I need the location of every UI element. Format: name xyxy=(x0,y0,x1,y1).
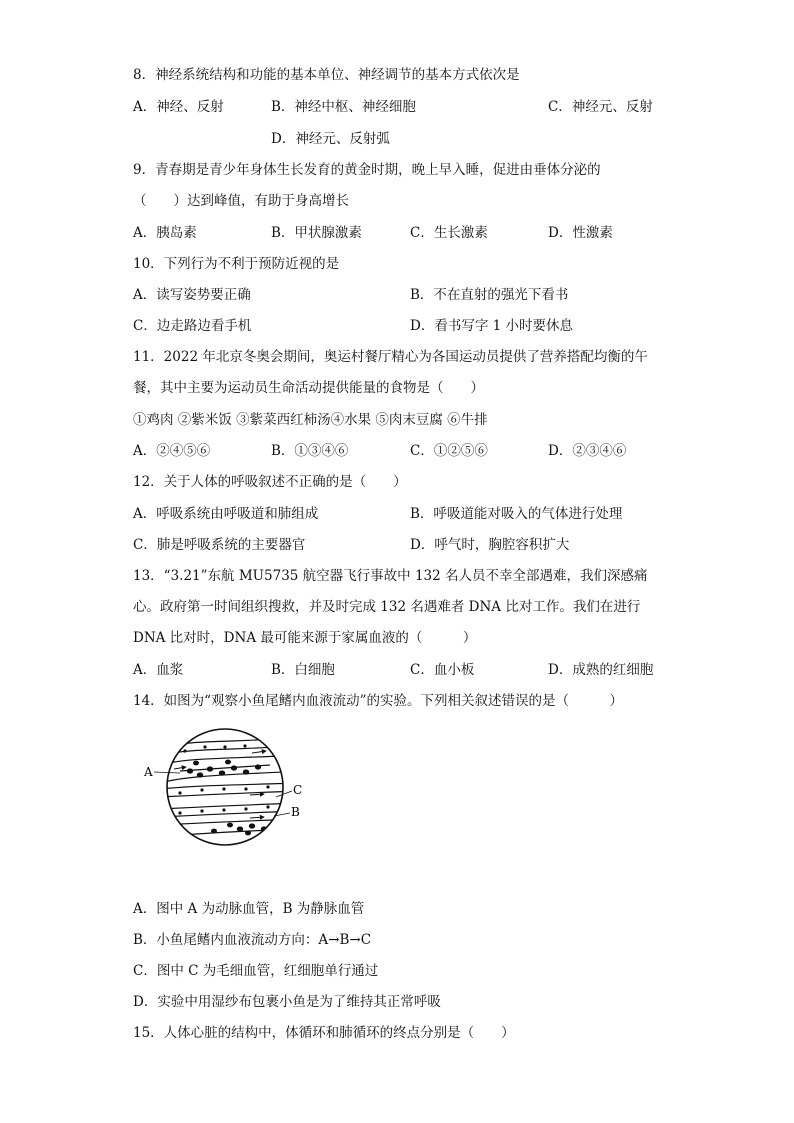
q14-option-d: D．实验中用湿纱布包裹小鱼是为了维持其正常呼吸 xyxy=(133,994,441,1010)
q11-option-b: B．①③④⑥ xyxy=(271,443,349,459)
figure-label-b: B xyxy=(291,805,300,819)
q10-option-d: D．看书写字 1 小时要休息 xyxy=(410,318,573,334)
q8-option-a: A．神经、反射 xyxy=(133,99,224,115)
question-11-stem: 11．2022 年北京冬奥会期间，奥运村餐厅精心为各国运动员提供了营养搭配均衡的午 xyxy=(133,349,648,365)
question-13-stem-cont-2: DNA 比对时，DNA 最可能来源于家属血液的（ ） xyxy=(133,630,477,646)
question-8-stem: 8．神经系统结构和功能的基本单位、神经调节的基本方式依次是 xyxy=(133,67,520,83)
q8-option-b: B．神经中枢、神经细胞 xyxy=(271,99,416,115)
question-13-stem-cont-1: 心。政府第一时间组织搜救，并及时完成 132 名遇难者 DNA 比对工作。我们在进行 xyxy=(133,599,641,615)
q12-option-d: D．呼气时，胸腔容积扩大 xyxy=(410,537,570,553)
question-11-stem-cont: 餐，其中主要为运动员生命活动提供能量的食物是（ ） xyxy=(133,380,484,396)
q13-option-b: B．白细胞 xyxy=(271,662,335,678)
question-9-stem-cont: （ ）达到峰值，有助于身高增长 xyxy=(133,193,349,209)
question-13-stem: 13．“3.21”东航 MU5735 航空器飞行事故中 132 名人员不幸全部遇难，我们深感痛 xyxy=(133,568,648,584)
q12-option-b: B．呼吸道能对吸入的气体进行处理 xyxy=(410,506,623,522)
q10-option-c: C．边走路边看手机 xyxy=(133,318,252,334)
question-14-stem: 14．如图为“观察小鱼尾鳍内血液流动”的实验。下列相关叙述错误的是（ ） xyxy=(133,693,623,709)
q13-option-d: D．成熟的红细胞 xyxy=(548,662,654,678)
question-10-stem: 10．下列行为不利于预防近视的是 xyxy=(133,256,340,272)
q9-option-b: B．甲状腺激素 xyxy=(271,225,362,241)
q9-option-d: D．性激素 xyxy=(548,225,613,241)
q9-option-c: C．生长激素 xyxy=(410,225,488,241)
q14-option-a: A．图中 A 为动脉血管，B 为静脉血管 xyxy=(133,901,365,917)
question-15-stem: 15．人体心脏的结构中，体循环和肺循环的终点分别是（ ） xyxy=(133,1025,515,1041)
figure-label-c: C xyxy=(293,783,303,797)
q11-option-a: A．②④⑤⑥ xyxy=(133,443,211,459)
q13-option-c: C．血小板 xyxy=(410,662,475,678)
q12-option-a: A．呼吸系统由呼吸道和肺组成 xyxy=(133,506,319,522)
question-9-stem: 9．青春期是青少年身体生长发育的黄金时期，晚上早入睡，促进由垂体分泌的 xyxy=(133,162,601,178)
question-11-food-list: ①鸡肉 ②紫米饭 ③紫菜西红柿汤④水果 ⑤肉末豆腐 ⑥牛排 xyxy=(133,412,488,428)
q14-option-c: C．图中 C 为毛细血管，红细胞单行通过 xyxy=(133,963,379,979)
q14-option-b: B．小鱼尾鳍内血液流动方向：A→B→C xyxy=(133,932,372,948)
fish-tail-blood-flow-figure xyxy=(140,725,310,850)
question-12-stem: 12．关于人体的呼吸叙述不正确的是（ ） xyxy=(133,474,407,490)
q11-option-c: C．①②⑤⑥ xyxy=(410,443,488,459)
q12-option-c: C．肺是呼吸系统的主要器官 xyxy=(133,537,306,553)
q8-option-d: D．神经元、反射弧 xyxy=(271,131,390,147)
q13-option-a: A．血浆 xyxy=(133,662,184,678)
q10-option-b: B．不在直射的强光下看书 xyxy=(410,287,569,303)
q8-option-c: C．神经元、反射 xyxy=(548,99,653,115)
figure-label-a: A xyxy=(144,765,153,779)
q11-option-d: D．②③④⑥ xyxy=(548,443,627,459)
q9-option-a: A．胰岛素 xyxy=(133,225,197,241)
q10-option-a: A．读写姿势要正确 xyxy=(133,287,251,303)
